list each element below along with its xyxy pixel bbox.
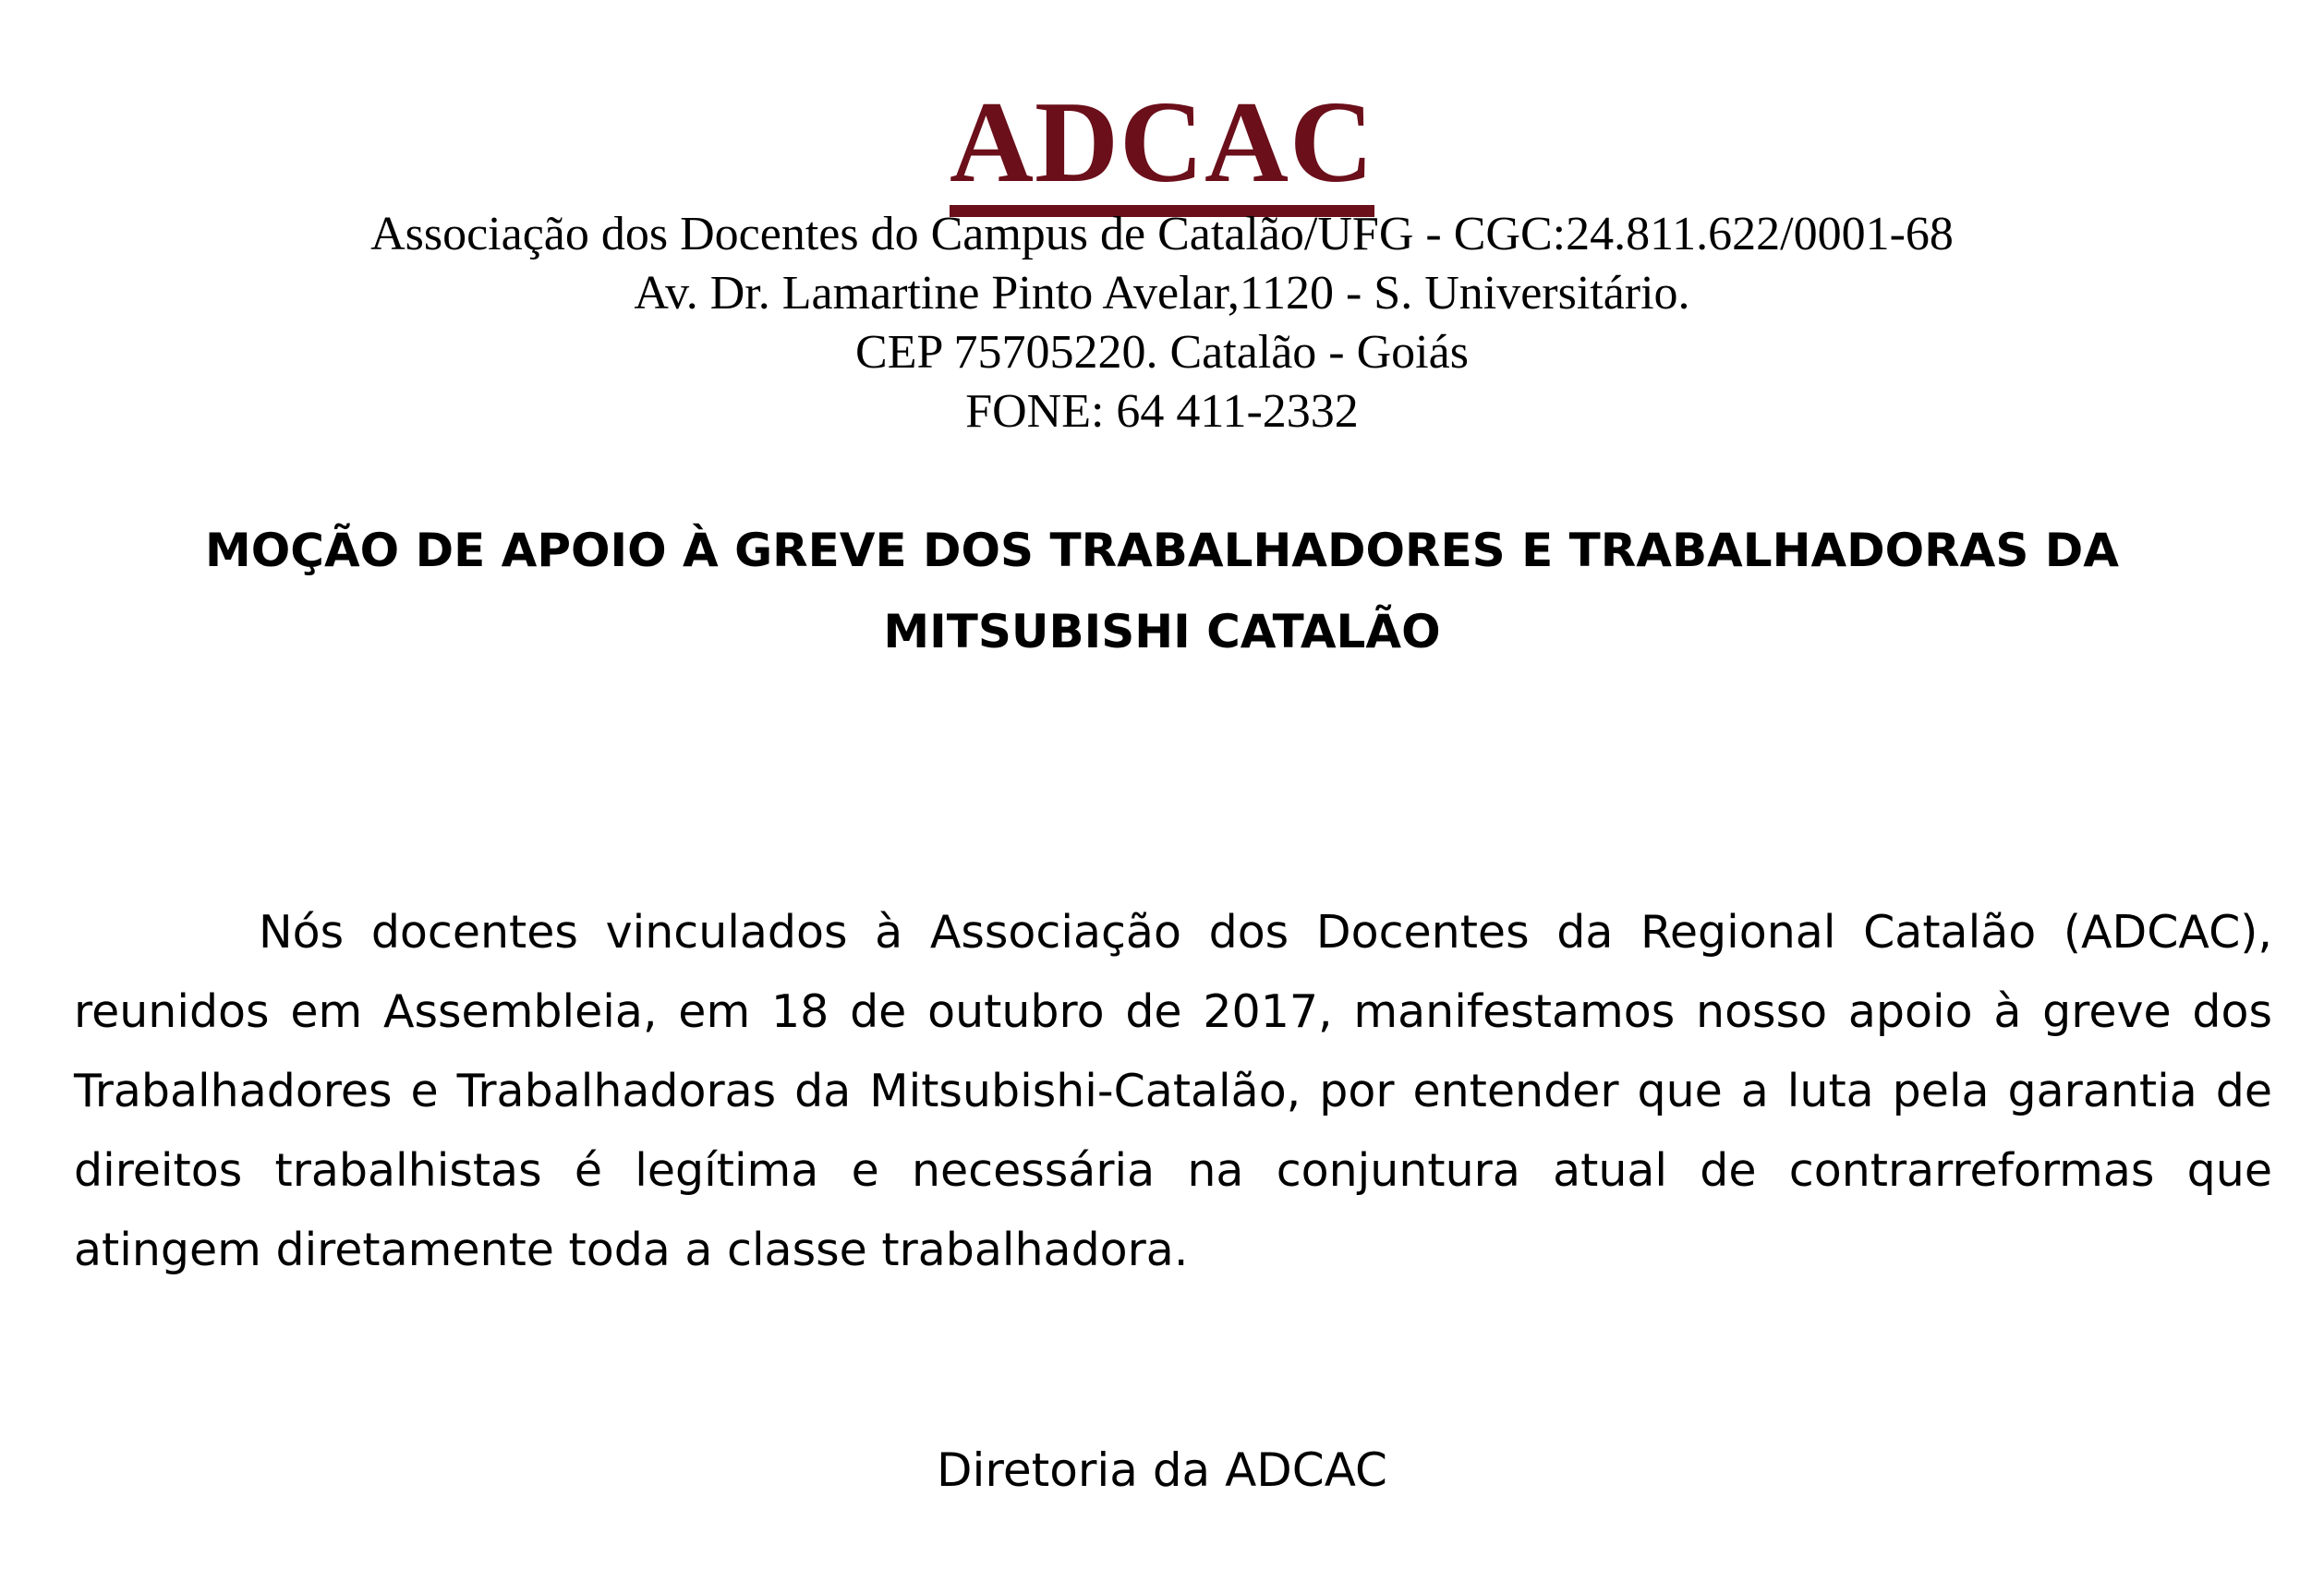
signature-line: Diretoria da ADCAC [937, 1443, 1387, 1497]
postal-code-line: CEP 75705220. Catalão - Goiás [855, 326, 1469, 379]
letterhead-address-block [0, 205, 2324, 441]
address-line: Av. Dr. Lamartine Pinto Avelar,1120 - S. Universitário. [634, 267, 1690, 320]
letterhead-logo [0, 78, 2324, 217]
org-name-line: Associação dos Docentes do Campus de Catalão/UFG - CGC:24.811.622/0001-68 [370, 208, 1954, 260]
logo-text: ADCAC [950, 85, 1374, 217]
body-paragraph: Nós docentes vinculados à Associação dos Docentes da Regional Catalão (ADCAC), reunidos em Assembleia, em 18 de outubro de 2017, manifestamos nosso apoio à greve dos Trabalhadores e Trabalhadoras da Mitsubishi-Catalão, por entender que a luta pela garantia de direitos trabalhistas é legítima e necessária na conjuntura atual de contrarreformas que atingem diretamente toda a classe trabalhadora. [74, 906, 2272, 1276]
phone-line: FONE: 64 411-2332 [965, 385, 1359, 438]
document-title: MOÇÃO DE APOIO À GREVE DOS TRABALHADORES E TRABALHADORAS DA MITSUBISHI CATALÃO [205, 524, 2119, 658]
